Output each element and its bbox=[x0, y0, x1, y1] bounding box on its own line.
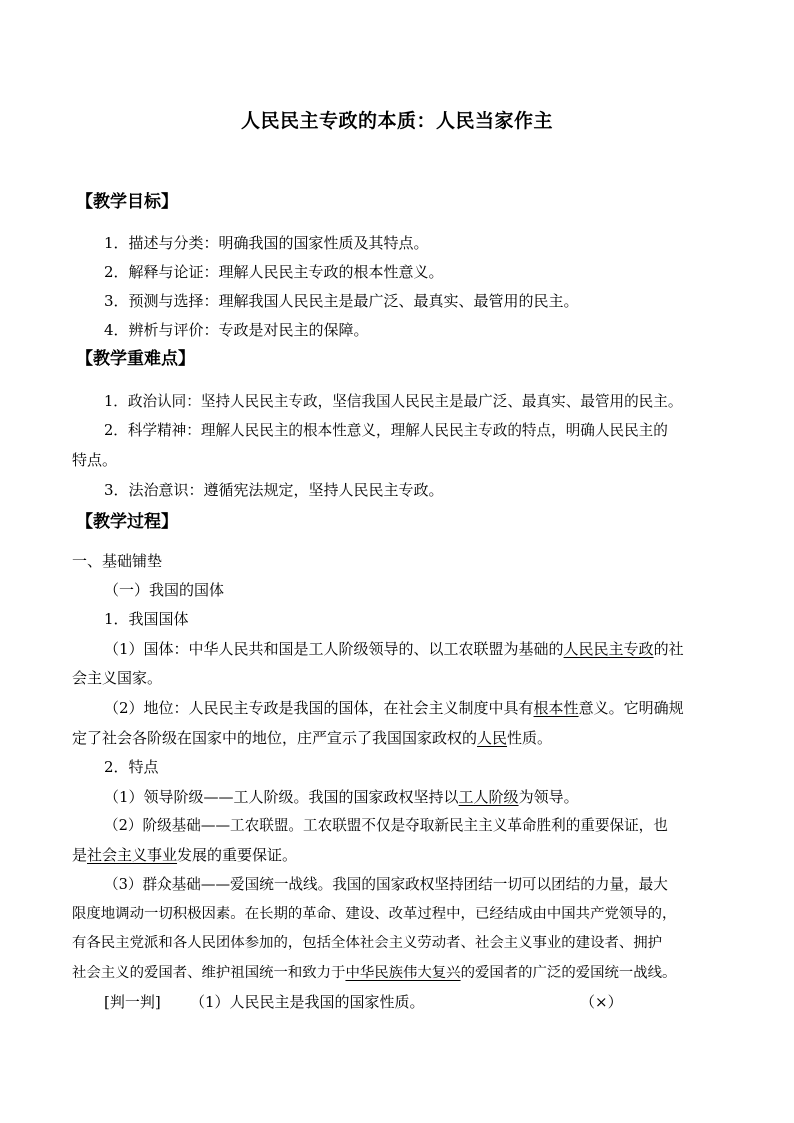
text-segment: （1）领导阶级——工人阶级。我国的国家政权坚持以 bbox=[104, 788, 459, 806]
underlined-term: 人民 bbox=[477, 729, 508, 747]
judge-statement: （1）人民民主是我国的国家性质。 bbox=[190, 993, 425, 1011]
goal-item-3: 3．预测与选择：理解我国人民民主是最广泛、最真实、最管用的民主。 bbox=[104, 292, 579, 310]
item-heading-1: 1．我国国体 bbox=[104, 610, 189, 628]
text-segment: 的爱国者的广泛的爱国统一战线。 bbox=[460, 965, 677, 981]
text-segment: （1）国体：中华人民共和国是工人阶级领导的、以工农联盟为基础的 bbox=[104, 640, 564, 658]
underlined-term: 根本性 bbox=[533, 699, 579, 717]
text-segment: 是 bbox=[72, 846, 88, 864]
goal-item-1: 1．描述与分类：明确我国的国家性质及其特点。 bbox=[104, 234, 429, 252]
text-segment: 为领导。 bbox=[518, 788, 579, 806]
underlined-term: 人民民主专政 bbox=[563, 640, 654, 658]
key-point-2-line1: 2．科学精神：理解人民民主的根本性意义，理解人民民主专政的特点，明确人民民主的 bbox=[104, 422, 668, 439]
paragraph-lingdao bbox=[104, 787, 579, 807]
key-point-2-line2: 特点。 bbox=[72, 451, 118, 469]
paragraph-jieji-line1: （2）阶级基础——工农联盟。工农联盟不仅是夺取新民主主义革命胜利的重要保证，也 bbox=[104, 817, 668, 834]
part-heading-1: 一、基础铺垫 bbox=[72, 552, 163, 570]
paragraph-qunzhong-line2: 限度地调动一切积极因素。在长期的革命、建设、改革过程中，已经结成由中国共产党领导的， bbox=[72, 906, 677, 922]
paragraph-qunzhong-line4 bbox=[72, 963, 676, 983]
goal-item-2: 2．解释与论证：理解人民民主专政的根本性意义。 bbox=[104, 263, 444, 281]
text-segment: 发展的重要保证。 bbox=[177, 846, 298, 864]
text-segment: （2）地位：人民民主专政是我国的国体，在社会主义制度中具有 bbox=[104, 699, 534, 717]
text-segment: 定了社会各阶级在国家中的地位，庄严宣示了我国国家政权的 bbox=[72, 729, 478, 747]
text-segment: 的社 bbox=[653, 640, 684, 658]
judge-answer: （×） bbox=[580, 993, 623, 1011]
paragraph-qunzhong-line1: （3）群众基础——爱国统一战线。我国的国家政权坚持团结一切可以团结的力量，最大 bbox=[104, 876, 668, 893]
paragraph-diwei-line1 bbox=[104, 698, 684, 718]
judge-label: [判一判] bbox=[104, 993, 161, 1011]
section-heading-key-points: 【教学重难点】 bbox=[76, 349, 195, 369]
section-heading-process: 【教学过程】 bbox=[76, 512, 178, 532]
goal-item-4: 4．辨析与评价：专政是对民主的保障。 bbox=[104, 321, 369, 339]
text-segment: 意义。它明确规 bbox=[578, 699, 684, 717]
subsection-heading-1: （一）我国的国体 bbox=[104, 581, 225, 599]
paragraph-guoti-line2: 会主义国家。 bbox=[72, 669, 163, 687]
page-title: 人民民主专政的本质：人民当家作主 bbox=[240, 110, 553, 132]
underlined-term: 中华民族伟大复兴 bbox=[345, 965, 461, 981]
key-point-1: 1．政治认同：坚持人民民主专政，坚信我国人民民主是最广泛、最真实、最管用的民主。 bbox=[104, 393, 683, 410]
paragraph-qunzhong-line3: 有各民主党派和各人民团体参加的，包括全体社会主义劳动者、社会主义事业的建设者、拥护 bbox=[72, 935, 663, 951]
key-point-3: 3．法治意识：遵循宪法规定，坚持人民民主专政。 bbox=[104, 481, 444, 499]
text-segment: 社会主义的爱国者、维护祖国统一和致力于 bbox=[72, 965, 346, 981]
paragraph-jieji-line2 bbox=[72, 845, 297, 865]
paragraph-diwei-line2 bbox=[72, 728, 552, 748]
text-segment: 性质。 bbox=[507, 729, 553, 747]
paragraph-guoti-line1 bbox=[104, 639, 684, 659]
underlined-term: 工人阶级 bbox=[458, 788, 519, 806]
item-heading-2: 2．特点 bbox=[104, 758, 159, 776]
section-heading-goals: 【教学目标】 bbox=[76, 192, 178, 212]
underlined-term: 社会主义事业 bbox=[87, 846, 178, 864]
